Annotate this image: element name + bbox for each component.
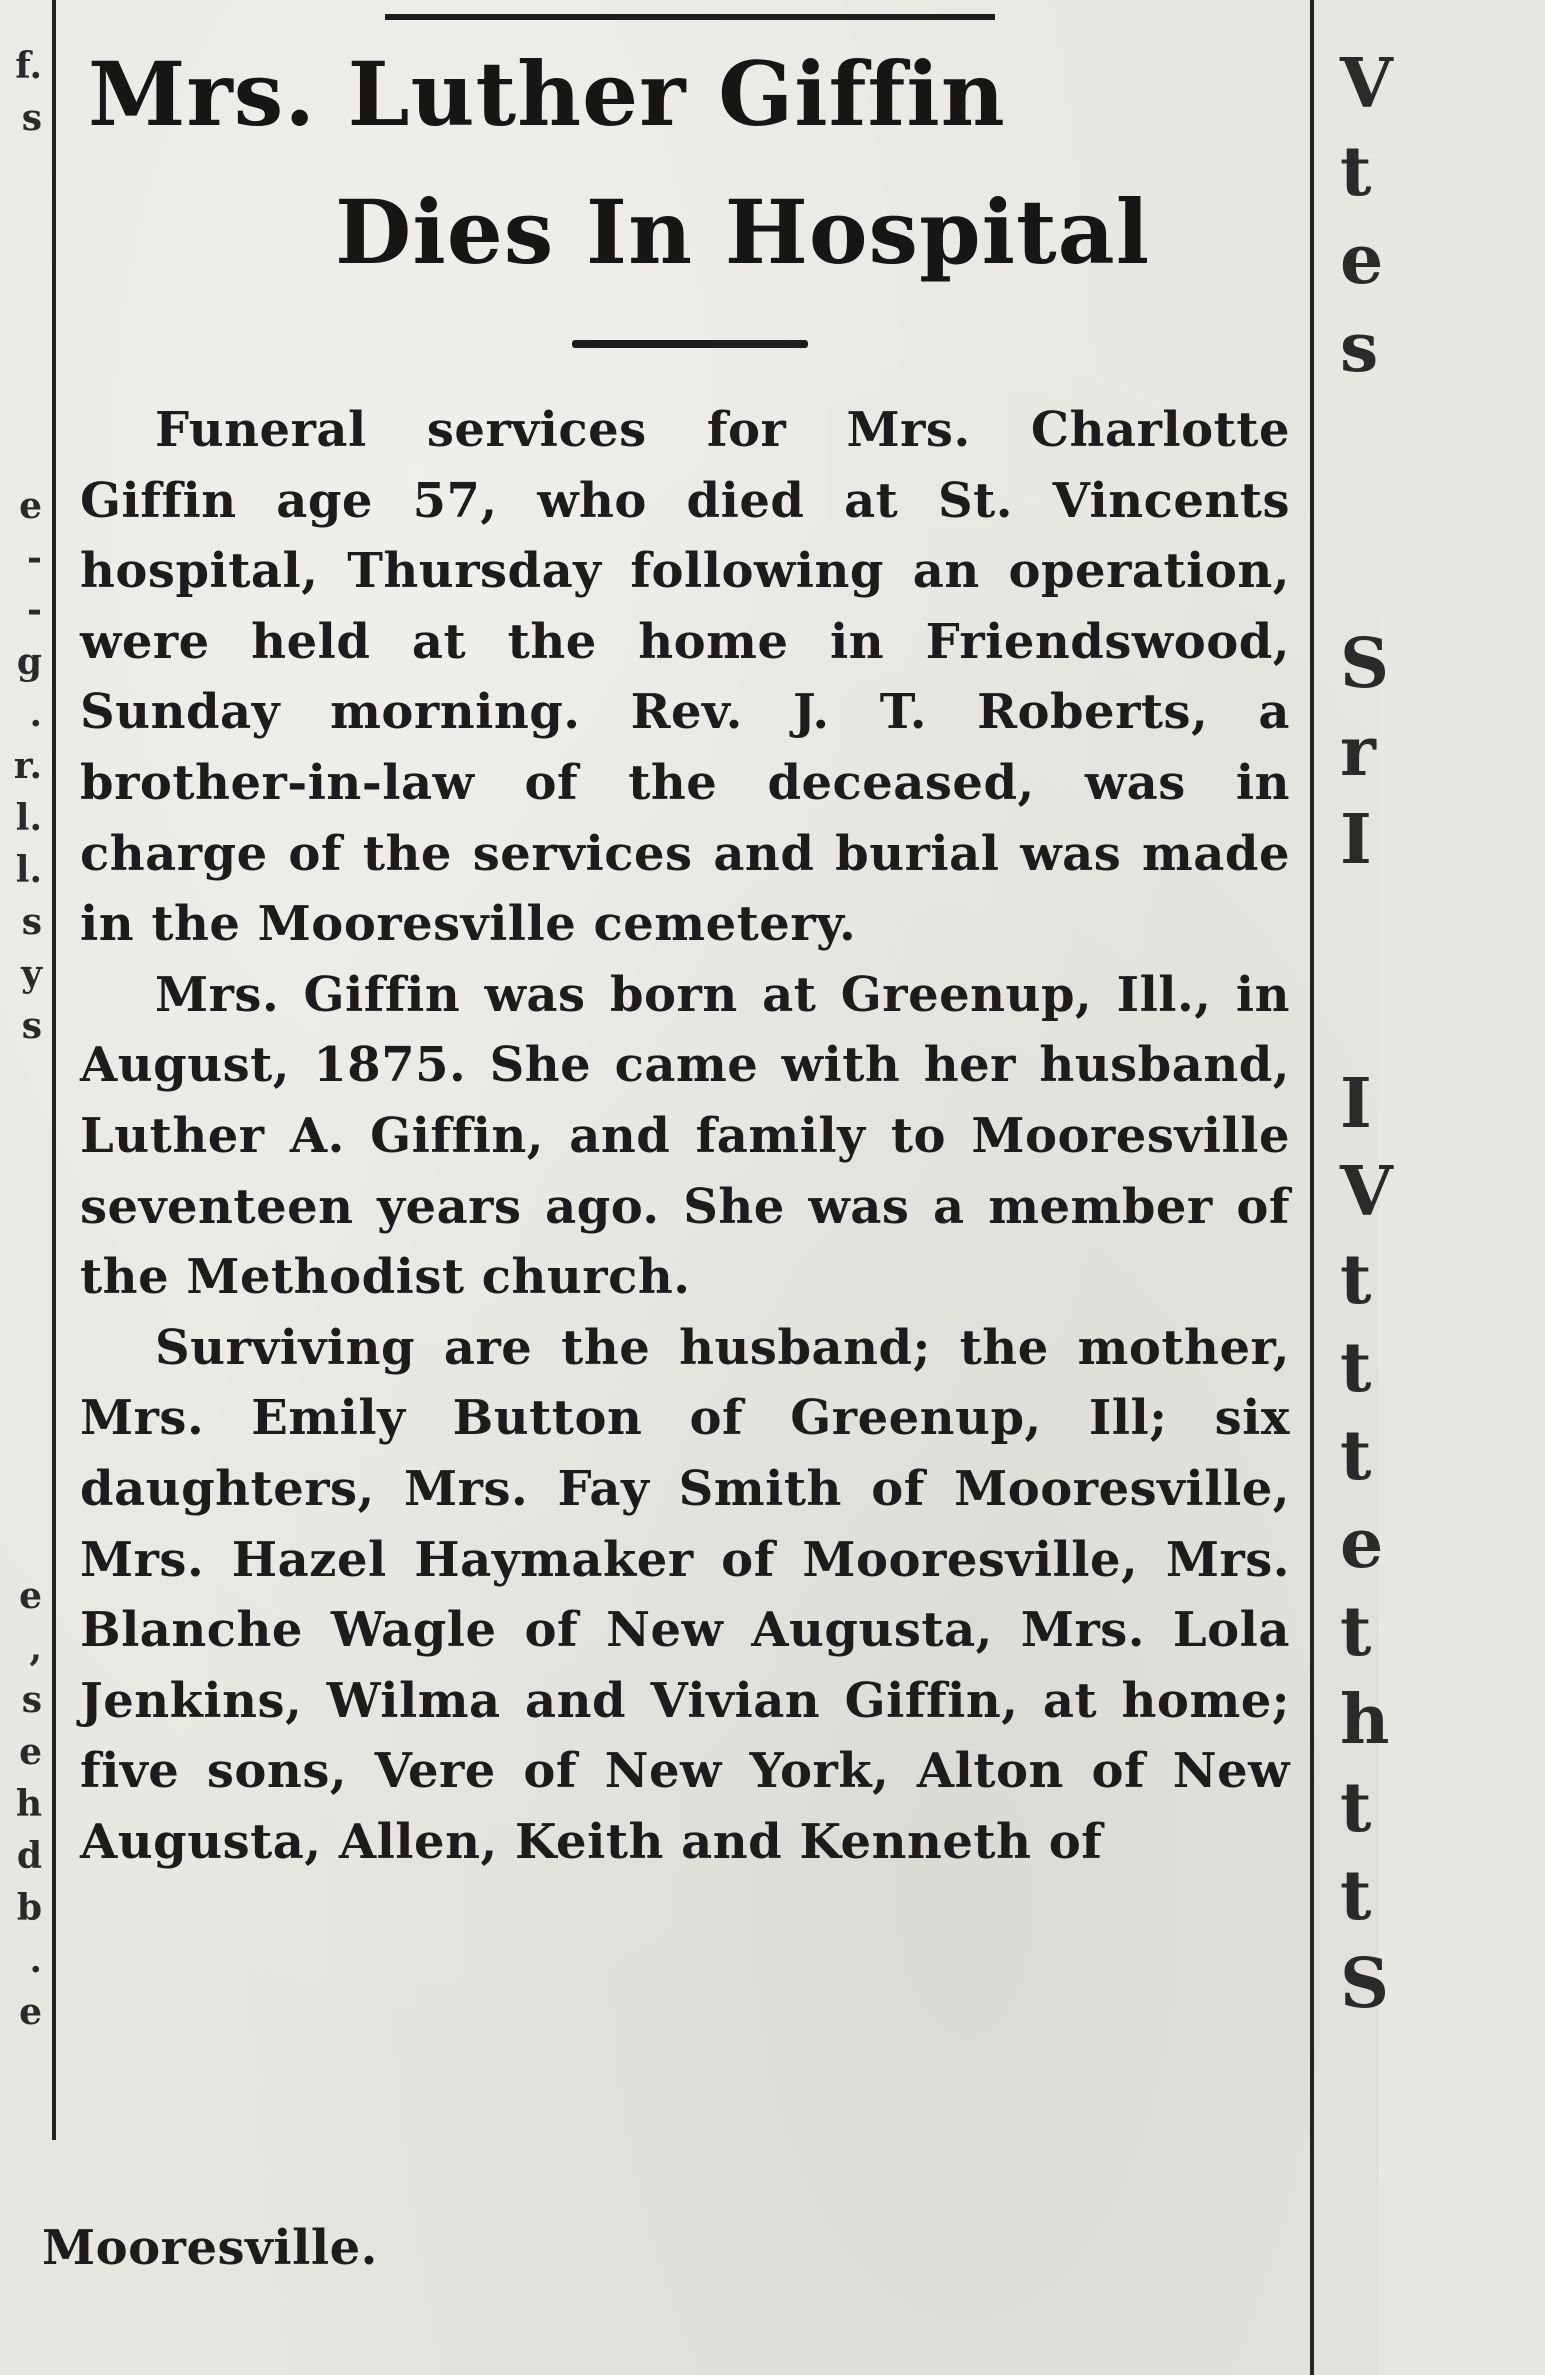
fragment-text: r — [1340, 712, 1376, 792]
fragment-text: , — [29, 1627, 42, 1669]
fragment-text: f. — [15, 45, 42, 87]
fragment-text: S — [1340, 624, 1390, 704]
top-rule — [385, 14, 995, 20]
fragment-text: e — [1340, 1504, 1384, 1584]
article-paragraph: Surviving are the husband; the mother, Mrs. Emily Button of Greenup, Ill; six daughters, Mrs. Fay Smith of Mooresville, Mrs. Hazel Haymaker of Mooresville, Mrs. Blanche Wagle of New Augusta, Mrs. Lola Jenkins, Wilma and Vivian Giffin, at home; five sons, Vere of New York, Alton of New Augusta, Allen, Keith and Kenneth of — [80, 1319, 1290, 1870]
fragment-text: t — [1340, 1856, 1372, 1936]
fragment-text: d — [16, 1835, 42, 1877]
fragment-text: e — [1340, 220, 1384, 300]
fragment-text: t — [1340, 1240, 1372, 1320]
right-column-rule — [1310, 0, 1314, 2375]
left-column-fragment — [2, 480, 42, 1052]
article-paragraph: Funeral services for Mrs. Charlotte Giffin age 57, who died at St. Vincents hospital, Thursday following an operation, were held at the home in Friendswood, Sunday morning. Rev. J. T. Roberts, a brother-in-law of the deceased, was in charge of the services and burial was made in the Mooresville cemetery. — [80, 402, 1290, 953]
fragment-text: s — [1340, 308, 1379, 388]
left-column-rule — [52, 0, 56, 2140]
article-tail: Mooresville. — [42, 2220, 378, 2276]
fragment-text: I — [1340, 1064, 1372, 1144]
fragment-text: s — [21, 901, 42, 943]
fragment-text: I — [1340, 800, 1372, 880]
fragment-text: t — [1340, 1592, 1372, 1672]
fragment-text: - — [27, 537, 42, 579]
left-column-fragment — [2, 1570, 42, 2038]
fragment-text: e — [19, 1575, 42, 1617]
fragment-text: S — [1340, 1944, 1390, 2024]
fragment-text: t — [1340, 1328, 1372, 1408]
fragment-text: - — [27, 589, 42, 631]
fragment-text: h — [1340, 1680, 1390, 1760]
fragment-text: e — [19, 1731, 42, 1773]
fragment-text: . — [29, 1939, 42, 1981]
fragment-text: e — [19, 485, 42, 527]
fragment-text: s — [21, 1679, 42, 1721]
headline-divider — [572, 340, 808, 348]
fragment-text: t — [1340, 1768, 1372, 1848]
fragment-text: V — [1340, 1152, 1393, 1232]
article-paragraph: Mrs. Giffin was born at Greenup, Ill., in August, 1875. She came with her husband, Luther A. Giffin, and family to Mooresville seventeen years ago. She was a member of the Methodist church. — [80, 966, 1290, 1306]
fragment-text: V — [1340, 44, 1393, 124]
fragment-text: s — [21, 97, 42, 139]
headline-line-1: Mrs. Luther Giffin — [88, 42, 1006, 146]
fragment-text: b — [16, 1887, 42, 1929]
fragment-text: l. — [15, 849, 42, 891]
fragment-text: e — [19, 1991, 42, 2033]
fragment-text: t — [1340, 132, 1372, 212]
fragment-text: g — [16, 641, 42, 683]
right-column-fragment — [1340, 1060, 1393, 2028]
fragment-text: r. — [13, 745, 42, 787]
headline-line-2: Dies In Hospital — [335, 180, 1151, 284]
article-body — [80, 395, 1290, 1877]
fragment-text: y — [21, 953, 42, 995]
fragment-text: l. — [15, 797, 42, 839]
fragment-text: t — [1340, 1416, 1372, 1496]
right-column-fragment — [1340, 620, 1390, 884]
fragment-text: h — [15, 1783, 42, 1825]
left-column-fragment — [2, 40, 42, 144]
fragment-text: . — [29, 693, 42, 735]
fragment-text: s — [21, 1005, 42, 1047]
